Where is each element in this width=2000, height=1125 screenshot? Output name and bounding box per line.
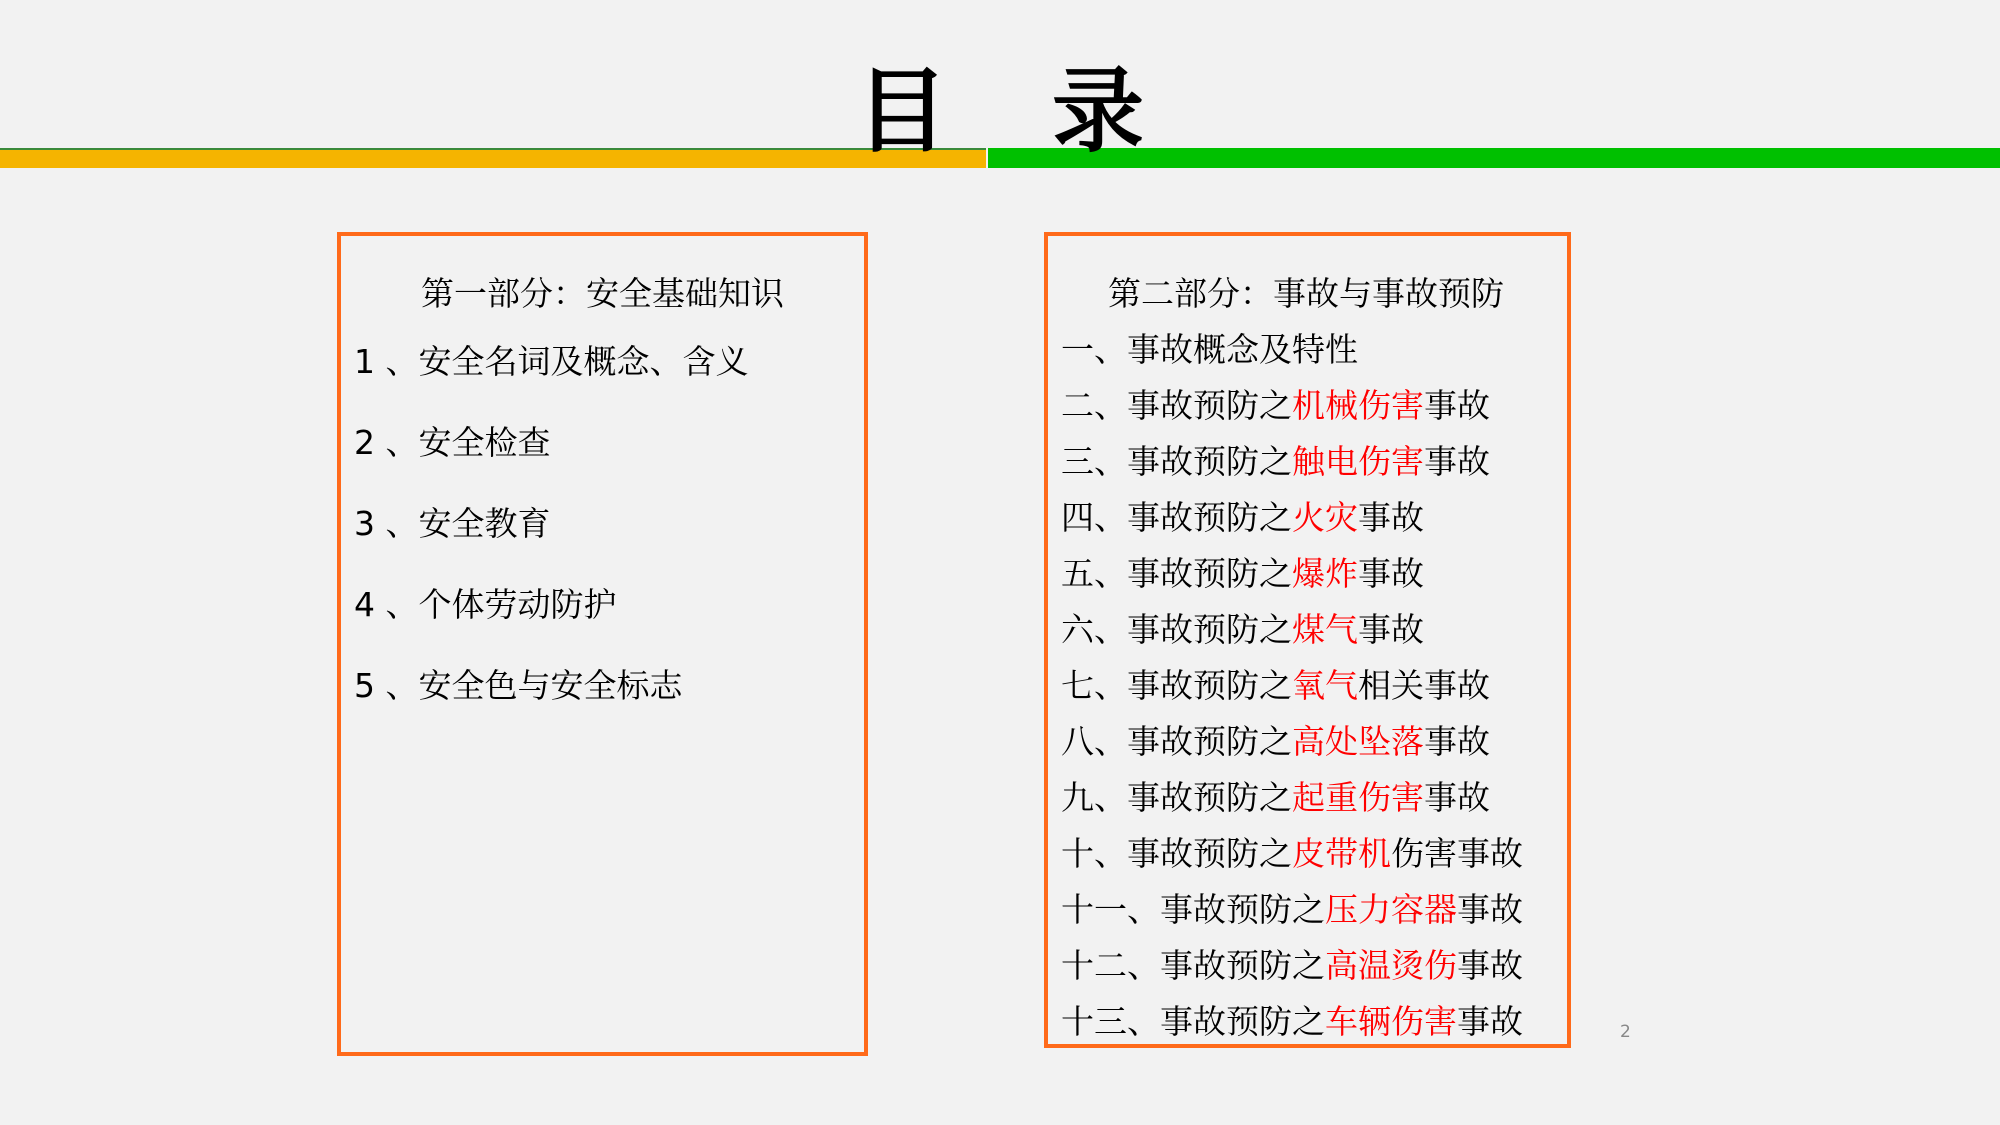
item-highlight: 触电伤害	[1292, 442, 1424, 481]
item-suffix: 事故	[1358, 554, 1424, 593]
item-text: 十、事故预防之	[1061, 834, 1292, 873]
item-suffix: 事故	[1358, 610, 1424, 649]
item-highlight: 氧气	[1292, 666, 1358, 705]
part2-item	[1061, 386, 1490, 426]
item-highlight: 机械伤害	[1292, 386, 1424, 425]
item-suffix: 事故	[1424, 386, 1490, 425]
part2-item	[1061, 722, 1490, 762]
item-suffix: 事故	[1358, 498, 1424, 537]
item-highlight: 高处坠落	[1292, 722, 1424, 761]
item-text: 十二、事故预防之	[1061, 946, 1325, 985]
part2-item	[1061, 498, 1424, 538]
part1-item: 1 、安全名词及概念、含义	[354, 342, 749, 381]
part2-heading: 第二部分：事故与事故预防	[1108, 274, 1504, 313]
item-text: 八、事故预防之	[1061, 722, 1292, 761]
part2-item	[1061, 442, 1490, 482]
part1-item: 4 、个体劳动防护	[354, 585, 617, 624]
part2-item	[1061, 554, 1424, 594]
item-suffix: 事故	[1424, 442, 1490, 481]
item-suffix: 事故	[1424, 722, 1490, 761]
item-suffix: 伤害事故	[1391, 834, 1523, 873]
item-text: 三、事故预防之	[1061, 442, 1292, 481]
item-highlight: 起重伤害	[1292, 778, 1424, 817]
part1-box	[337, 232, 868, 1056]
item-highlight: 高温烫伤	[1325, 946, 1457, 985]
part1-item: 2 、安全检查	[354, 423, 551, 462]
item-suffix: 事故	[1457, 946, 1523, 985]
item-text: 一、事故概念及特性	[1061, 330, 1358, 369]
item-highlight: 煤气	[1292, 610, 1358, 649]
item-suffix: 相关事故	[1358, 666, 1490, 705]
part2-item	[1061, 666, 1490, 706]
item-text: 二、事故预防之	[1061, 386, 1292, 425]
part1-item: 5 、安全色与安全标志	[354, 666, 683, 705]
part2-box	[1044, 232, 1571, 1048]
item-highlight: 压力容器	[1325, 890, 1457, 929]
item-suffix: 事故	[1424, 778, 1490, 817]
item-highlight: 车辆伤害	[1325, 1002, 1457, 1041]
item-text: 十一、事故预防之	[1061, 890, 1325, 929]
page-number: 2	[1620, 1022, 1631, 1042]
part2-item	[1061, 778, 1490, 818]
item-text: 四、事故预防之	[1061, 498, 1292, 537]
page-title: 目 录	[855, 58, 1181, 165]
item-text: 七、事故预防之	[1061, 666, 1292, 705]
item-text: 五、事故预防之	[1061, 554, 1292, 593]
item-suffix: 事故	[1457, 1002, 1523, 1041]
part2-item	[1061, 610, 1424, 650]
part2-item	[1061, 1002, 1523, 1042]
part2-item	[1061, 834, 1523, 874]
item-text: 九、事故预防之	[1061, 778, 1292, 817]
part2-item	[1061, 946, 1523, 986]
item-suffix: 事故	[1457, 890, 1523, 929]
part2-item	[1061, 890, 1523, 930]
part1-item: 3 、安全教育	[354, 504, 551, 543]
part1-heading: 第一部分：安全基础知识	[421, 274, 784, 313]
item-highlight: 皮带机	[1292, 834, 1391, 873]
item-highlight: 爆炸	[1292, 554, 1358, 593]
item-text: 十三、事故预防之	[1061, 1002, 1325, 1041]
part2-item	[1061, 330, 1358, 370]
item-text: 六、事故预防之	[1061, 610, 1292, 649]
item-highlight: 火灾	[1292, 498, 1358, 537]
